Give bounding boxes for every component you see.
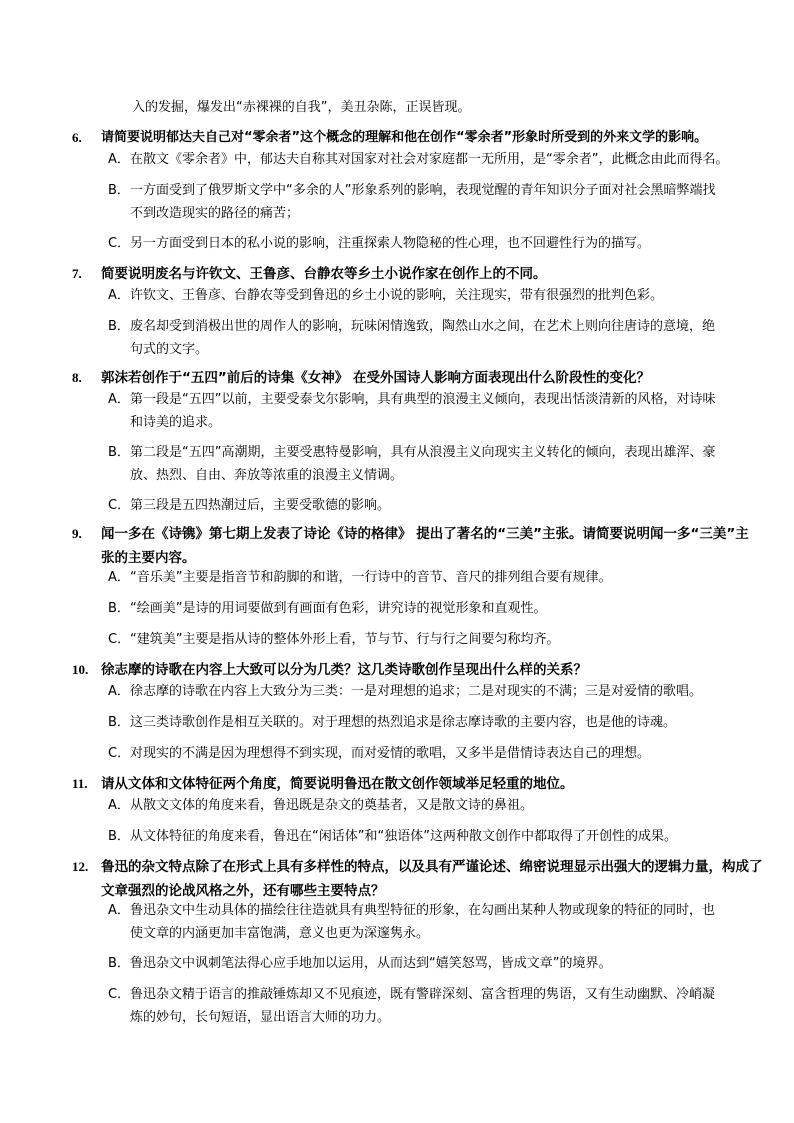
option-label: A． <box>108 152 130 167</box>
option-label: A． <box>108 288 130 303</box>
question-text: 徐志摩的诗歌在内容上大致可以分为几类？这几类诗歌创作呈现出什么样的关系？ <box>101 662 587 678</box>
option-text-continued: 使文章的内涵更加丰富饱满，意义也更为深邃隽永。 <box>130 926 430 941</box>
option-text: 对现实的不满是因为理想得不到实现，而对爱情的歌唱，又多半是借情诗表达自己的理想。 <box>130 746 651 761</box>
option-12b <box>108 952 768 975</box>
option-label: B． <box>108 956 130 971</box>
option-8a <box>108 388 768 434</box>
option-label: A． <box>108 684 130 699</box>
option-text-continued: 炼的妙句，长句短语，显出语言大师的功力。 <box>130 1010 391 1025</box>
option-text: 徐志摩的诗歌在内容上大致分为三类：一是对理想的追求；二是对现实的不满；三是对爱情的歌唱。 <box>130 684 703 699</box>
option-9c <box>108 628 768 651</box>
option-label: C． <box>108 236 131 251</box>
option-text: 从散文文体的角度来看，鲁迅既是杂文的奠基者，又是散文诗的鼻祖。 <box>130 798 534 813</box>
question-text: 简要说明废名与许钦文、王鲁彦、台静农等乡土小说作家在创作上的不同。 <box>101 266 547 282</box>
option-8b <box>108 441 768 487</box>
option-label: B． <box>108 445 130 460</box>
option-text: 鲁迅杂文中讽刺笔法得心应手地加以运用，从而达到“嬉笑怒骂，皆成文章”的境界。 <box>130 956 612 971</box>
question-number: 10. <box>72 662 89 677</box>
option-12a <box>108 899 768 945</box>
option-label: C． <box>108 498 131 513</box>
option-6b <box>108 179 768 225</box>
option-9a <box>108 566 768 589</box>
option-text: 一方面受到了俄罗斯文学中“多余的人”形象系列的影响，表现觉醒的青年知识分子面对社会黑暗弊端找 <box>130 183 716 198</box>
question-text: 郭沫若创作于“五四”前后的诗集《女神》 在受外国诗人影响方面表现出什么阶段性的变化？ <box>101 370 650 386</box>
option-10c <box>108 742 768 765</box>
option-6a <box>108 148 768 171</box>
option-7a <box>108 284 768 307</box>
option-10a <box>108 680 768 703</box>
question-text: 请从文体和文体特征两个角度，简要说明鲁迅在散文创作领域举足轻重的地位。 <box>101 776 574 792</box>
option-label: B． <box>108 319 130 334</box>
option-label: B． <box>108 829 130 844</box>
option-text: 另一方面受到日本的私小说的影响，注重探索人物隐秘的性心理，也不回避性行为的描写。 <box>130 236 651 251</box>
option-text: “建筑美”主要是指从诗的整体外形上看，节与节、行与行之间要匀称均齐。 <box>130 632 560 647</box>
option-text-continued: 句式的文字。 <box>130 342 209 357</box>
option-label: B． <box>108 715 130 730</box>
option-12c <box>108 983 768 1029</box>
option-text: 鲁迅杂文中生动具体的描绘往往造就具有典型特征的形象，在勾画出某种人物或现象的特征的同时，也 <box>130 903 716 918</box>
option-text: 第一段是“五四”以前，主要受泰戈尔影响，具有典型的浪漫主义倾向，表现出恬淡清新的风格，对诗味 <box>130 392 716 407</box>
option-text: “绘画美”是诗的用词要做到有画面有色彩，讲究诗的视觉形象和直观性。 <box>130 601 547 616</box>
question-number: 6. <box>72 130 82 145</box>
option-text: 鲁迅杂文精于语言的推敲锤炼却又不见痕迹，既有警辟深刻、富含哲理的隽语，又有生动幽默、冷峭凝 <box>130 987 716 1002</box>
option-text-continued: 放、热烈、自由、奔放等浓重的浪漫主义情调。 <box>130 468 404 483</box>
option-9b <box>108 597 768 620</box>
option-text-continued: 不到改造现实的路径的痛苦； <box>130 206 300 221</box>
option-label: B． <box>108 601 130 616</box>
question-number: 9. <box>72 526 82 541</box>
question-text: 闻一多在《诗镌》第七期上发表了诗论《诗的格律》 提出了著名的“三美”主张。请简要说明闻一多“三美”主张的主要内容。 <box>101 526 749 566</box>
option-label: A． <box>108 798 130 813</box>
option-label: A． <box>108 392 130 407</box>
option-text: 废名却受到消极出世的周作人的影响，玩味闲情逸致，陶然山水之间，在艺术上则向往唐诗的意境，绝 <box>130 319 716 334</box>
option-label: A． <box>108 903 130 918</box>
question-text: 鲁迅的杂文特点除了在形式上具有多样性的特点，以及具有严谨论述、绵密说理显示出强大的逻辑力量，构成了文章强烈的论战风格之外，还有哪些主要特点？ <box>101 859 763 899</box>
question-number: 11. <box>72 776 88 791</box>
option-7b <box>108 315 768 361</box>
option-11b <box>108 825 768 848</box>
option-text: 第二段是“五四”高潮期，主要受惠特曼影响，具有从浪漫主义向现实主义转化的倾向，表现出雄浑、豪 <box>130 445 716 460</box>
option-label: C． <box>108 987 131 1002</box>
option-text: 第三段是五四热潮过后，主要受歌德的影响。 <box>130 498 391 513</box>
option-text: 从文体特征的角度来看，鲁迅在“闲话体”和“独语体”这两种散文创作中都取得了开创性的成果。 <box>130 829 677 844</box>
question-number: 8. <box>72 370 82 385</box>
option-label: A． <box>108 570 130 585</box>
question-text: 请简要说明郁达夫自己对“零余者”这个概念的理解和他在创作“零余者”形象时所受到的外来文学的影响。 <box>101 130 708 145</box>
option-10b <box>108 711 768 734</box>
option-8c <box>108 494 768 517</box>
option-6c <box>108 232 768 255</box>
option-text: 在散文《零余者》中，郁达夫自称其对国家对社会对家庭都一无所用，是“零余者”，此概念由此而得名。 <box>130 152 729 167</box>
question-number: 12. <box>72 859 89 874</box>
continuation-line: 入的发掘，爆发出“赤裸裸的自我”，美丑杂陈，正误皆现。 <box>132 100 471 115</box>
option-text: “音乐美”主要是指音节和韵脚的和谐，一行诗中的音节、音尺的排列组合要有规律。 <box>130 570 612 585</box>
question-number: 7. <box>72 266 82 281</box>
option-text: 许钦文、王鲁彦、台静农等受到鲁迅的乡土小说的影响，关注现实，带有很强烈的批判色彩。 <box>130 288 664 303</box>
option-label: B． <box>108 183 130 198</box>
option-text-continued: 和诗美的追求。 <box>130 415 222 430</box>
option-text: 这三类诗歌创作是相互关联的。对于理想的热烈追求是徐志摩诗歌的主要内容，也是他的诗魂。 <box>130 715 677 730</box>
option-label: C． <box>108 746 131 761</box>
option-label: C． <box>108 632 131 647</box>
option-11a <box>108 794 768 817</box>
